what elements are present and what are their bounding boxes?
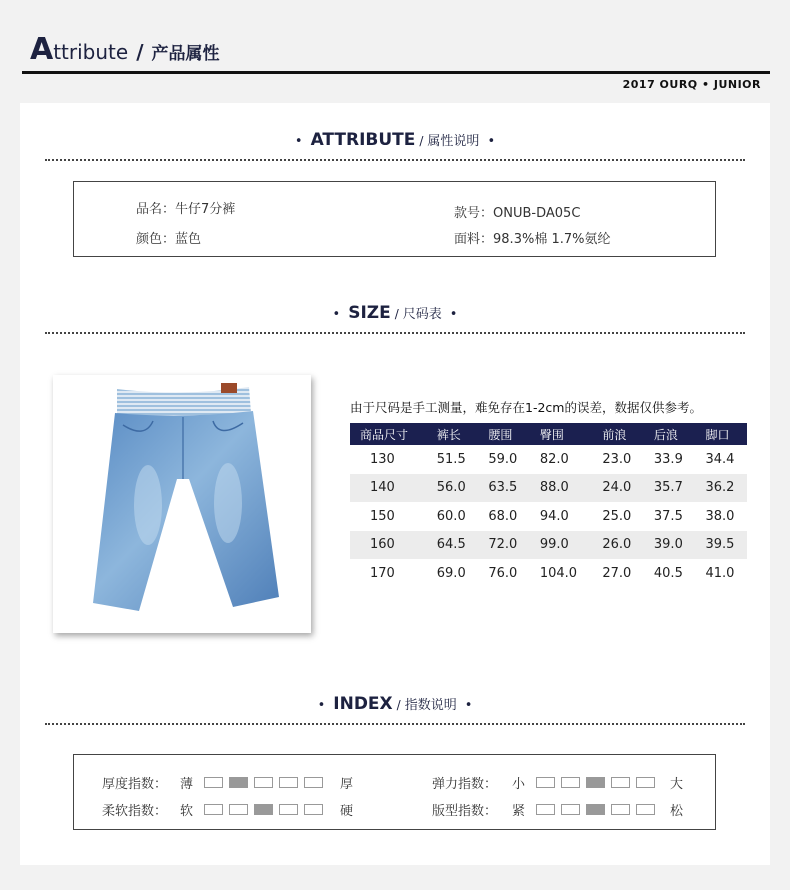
index-section-title (20, 694, 770, 714)
content-card (20, 103, 770, 865)
size-table-header-row (350, 423, 747, 445)
index-label: 版型指数： (432, 804, 498, 819)
index-level-cell (304, 804, 323, 815)
size-cell: 88.0 (530, 474, 592, 503)
index-level-cell (229, 804, 248, 815)
index-low: 紧 (512, 804, 526, 819)
dotted-divider (45, 332, 745, 334)
index-high: 硬 (340, 804, 354, 819)
index-level-cell (611, 804, 630, 815)
table-row (350, 559, 747, 588)
size-cell: 56.0 (427, 474, 479, 503)
size-section-title (20, 303, 770, 323)
title-slash: / (419, 134, 424, 148)
attr-code-label: 款号： (454, 206, 494, 221)
index-level-cell (304, 777, 323, 788)
size-header-cell: 商品尺寸 (350, 423, 427, 445)
size-cell: 35.7 (644, 474, 696, 503)
size-cell: 63.5 (478, 474, 530, 503)
index-high: 松 (670, 804, 684, 819)
attr-name-label: 品名： (136, 202, 176, 217)
size-cell: 140 (350, 474, 427, 503)
index-low: 薄 (180, 777, 194, 792)
attr-name-value: 牛仔7分裤 (175, 202, 236, 217)
title-slash: / (396, 698, 401, 712)
index-title-cn: 指数说明 (404, 698, 457, 713)
index-label: 厚度指数： (102, 777, 168, 792)
attr-code-value: ONUB-DA05C (493, 206, 581, 221)
bullet: • (317, 698, 326, 713)
size-header-cell: 腰围 (478, 423, 530, 445)
header-rule (22, 71, 770, 74)
attr-name (136, 198, 235, 217)
size-cell: 23.0 (602, 451, 632, 467)
size-cell: 68.0 (488, 508, 518, 524)
header-separator: / (136, 40, 144, 64)
table-row (350, 445, 747, 474)
index-high: 厚 (340, 777, 354, 792)
header-title (30, 32, 220, 67)
index-level-cell (204, 777, 223, 788)
size-cell: 60.0 (436, 508, 466, 524)
index-level-cell (254, 777, 273, 788)
index-level-cell (254, 804, 273, 815)
index-level-cell (279, 804, 298, 815)
size-cell: 39.0 (644, 531, 696, 560)
attr-color (136, 228, 201, 247)
size-cell: 37.5 (653, 508, 683, 524)
index-level-cell (561, 777, 580, 788)
size-cell: 69.0 (436, 565, 466, 581)
bullet: • (449, 307, 458, 322)
size-cell: 170 (370, 565, 395, 581)
size-cell: 94.0 (539, 508, 569, 524)
table-row (350, 474, 747, 503)
index-level-cell (561, 804, 580, 815)
index-label: 弹力指数： (432, 777, 498, 792)
attribute-title-en: ATTRIBUTE (310, 130, 416, 150)
index-level-cell (586, 777, 605, 788)
size-header-cell: 臀围 (530, 423, 592, 445)
size-header-cell: 裤长 (427, 423, 479, 445)
size-cell: 99.0 (530, 531, 592, 560)
size-cell: 38.0 (705, 508, 735, 524)
index-level-cell (636, 804, 655, 815)
size-header-cell: 脚口 (695, 423, 747, 445)
size-note: 由于尺码是手工测量，难免存在1-2cm的误差，数据仅供参考。 (350, 400, 702, 415)
attr-color-value: 蓝色 (175, 232, 202, 247)
product-photo-frame (53, 375, 311, 633)
index-level-cell (536, 804, 555, 815)
size-cell: 51.5 (436, 451, 466, 467)
denim-shorts-image (53, 375, 311, 633)
index-level-cell (229, 777, 248, 788)
index-title-en: INDEX (333, 694, 393, 714)
attr-fabric-label: 面料： (454, 232, 494, 247)
index-high: 大 (670, 777, 684, 792)
index-level-cell (611, 777, 630, 788)
attribute-box (73, 181, 716, 257)
index-level-cell (586, 804, 605, 815)
size-cell: 27.0 (602, 565, 632, 581)
dotted-divider (45, 723, 745, 725)
size-cell: 76.0 (488, 565, 518, 581)
size-title-en: SIZE (348, 303, 391, 323)
size-table (350, 423, 747, 588)
size-cell: 36.2 (695, 474, 747, 503)
attr-fabric-value: 98.3%棉 1.7%氨纶 (493, 232, 611, 247)
table-row (350, 502, 747, 531)
index-low: 小 (512, 777, 526, 792)
attribute-section-title (20, 130, 770, 150)
attribute-title-cn: 属性说明 (427, 134, 480, 149)
size-title-cn: 尺码表 (402, 307, 442, 322)
dotted-divider (45, 159, 745, 161)
header-initial: A (30, 32, 54, 67)
size-cell: 41.0 (705, 565, 735, 581)
size-cell: 33.9 (653, 451, 683, 467)
index-box (73, 754, 716, 830)
size-cell: 160 (350, 531, 427, 560)
bullet: • (487, 134, 496, 149)
title-slash: / (394, 307, 399, 321)
bullet: • (464, 698, 473, 713)
size-cell: 82.0 (539, 451, 569, 467)
index-level-cell (636, 777, 655, 788)
size-cell: 24.0 (592, 474, 644, 503)
header-title-cn: 产品属性 (151, 44, 220, 64)
attr-color-label: 颜色： (136, 232, 176, 247)
header-title-rest: ttribute (53, 40, 129, 64)
size-cell: 72.0 (478, 531, 530, 560)
size-cell: 39.5 (695, 531, 747, 560)
size-header-cell: 后浪 (644, 423, 696, 445)
size-cell: 130 (370, 451, 395, 467)
size-cell: 59.0 (488, 451, 518, 467)
attr-code (454, 202, 580, 221)
size-cell: 25.0 (602, 508, 632, 524)
size-cell: 34.4 (705, 451, 735, 467)
bullet: • (332, 307, 341, 322)
size-cell: 104.0 (539, 565, 578, 581)
index-low: 软 (180, 804, 194, 819)
size-cell: 40.5 (653, 565, 683, 581)
page-header (0, 0, 790, 100)
size-cell: 150 (370, 508, 395, 524)
table-row (350, 531, 747, 560)
attr-fabric (454, 228, 610, 247)
size-cell: 64.5 (427, 531, 479, 560)
size-header-cell: 前浪 (592, 423, 644, 445)
brand-line: 2017 OURQ • JUNIOR (622, 78, 761, 91)
index-label: 柔软指数： (102, 804, 168, 819)
size-cell: 26.0 (592, 531, 644, 560)
bullet: • (294, 134, 303, 149)
index-level-cell (536, 777, 555, 788)
index-level-cell (279, 777, 298, 788)
index-level-cell (204, 804, 223, 815)
